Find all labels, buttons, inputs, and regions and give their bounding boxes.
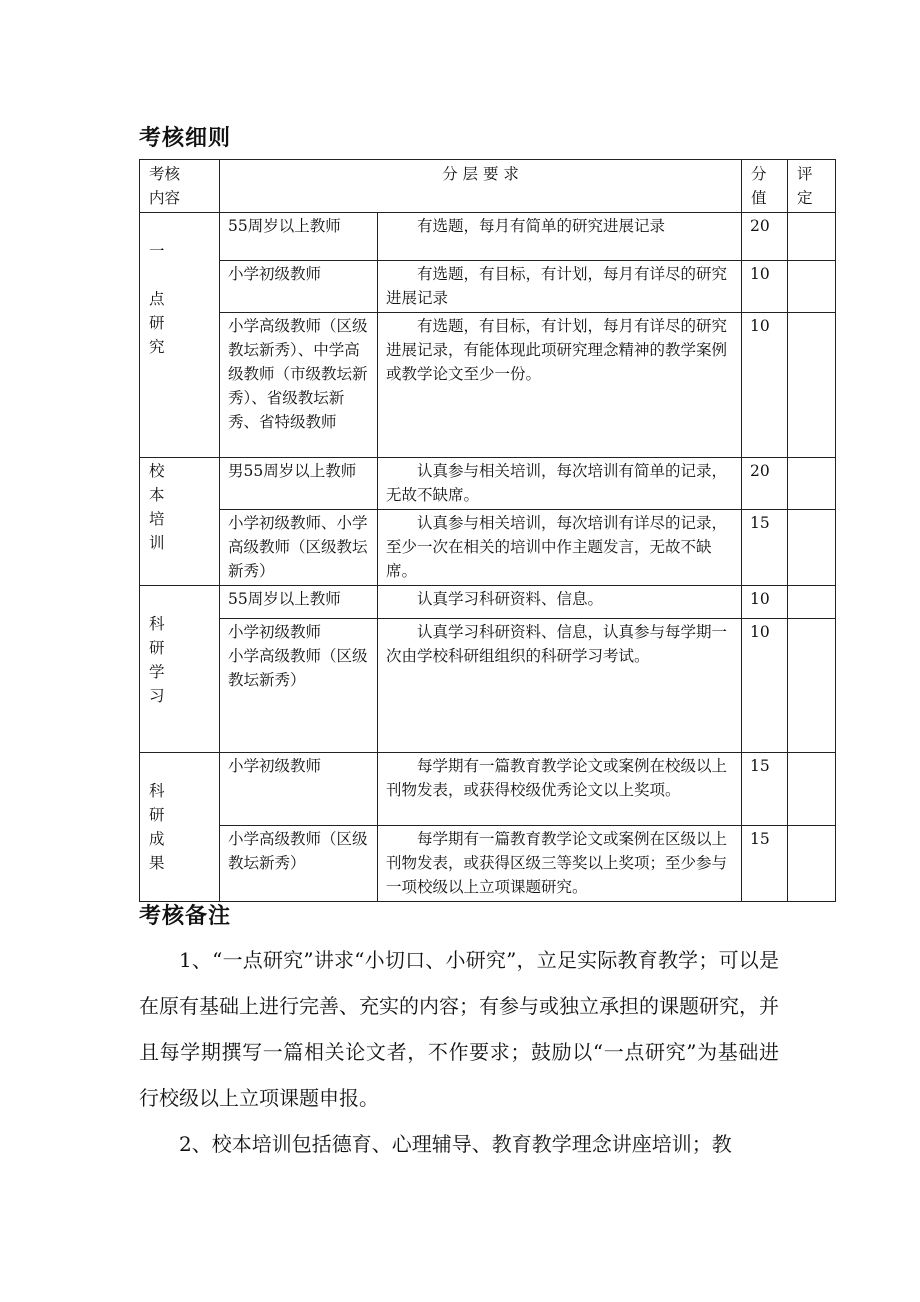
table-row [140,510,836,586]
rating-cell [788,213,836,261]
header-requirements: 分 层 要 求 [220,160,742,213]
table-row [140,826,836,902]
teacher-level: 男55周岁以上教师 [220,458,378,510]
teacher-level: 小学高级教师（区级教坛新秀）、中学高级教师（市级教坛新秀）、省级教坛新秀、省特级教师 [220,313,378,458]
category-label: 科 研 学 习 [140,586,220,753]
assessment-table [139,159,836,902]
note-paragraph: 1、“一点研究”讲求“小切口、小研究”，立足实际教育教学；可以是在原有基础上进行完善、充实的内容；有参与或独立承担的课题研究，并且每学期撰写一篇相关论文者，不作要求；鼓励以“一点研究”为基础进行校级以上立项课题申报。 [139,948,779,1110]
requirement: 认真参与相关培训，每次培训有简单的记录，无故不缺席。 [378,458,742,510]
teacher-level: 小学初级教师 [220,261,378,313]
teacher-level: 小学高级教师（区级教坛新秀） [220,826,378,902]
requirement: 认真参与相关培训，每次培训有详尽的记录，至少一次在相关的培训中作主题发言，无故不缺席。 [378,510,742,586]
teacher-level: 小学初级教师、小学高级教师（区级教坛新秀） [220,510,378,586]
note-paragraph: 2、校本培训包括德育、心理辅导、教育教学理念讲座培训；教 [179,1132,732,1156]
rating-cell [788,510,836,586]
requirement: 有选题，有目标，有计划，每月有详尽的研究进展记录，有能体现此项研究理念精神的教学案例或教学论文至少一份。 [378,313,742,458]
score: 10 [742,619,788,753]
rating-cell [788,313,836,458]
teacher-level: 小学初级教师 [220,753,378,826]
header-score: 分 值 [742,160,788,213]
rating-cell [788,826,836,902]
table-row [140,619,836,753]
page-title: 考核细则 [139,126,232,151]
rating-cell [788,458,836,510]
teacher-level: 55周岁以上教师 [220,213,378,261]
category-label: 校 本 培 训 [140,458,220,586]
category-label: 一 点 研 究 [140,213,220,458]
requirement: 有选题，每月有简单的研究进展记录 [378,213,742,261]
requirement: 每学期有一篇教育教学论文或案例在区级以上刊物发表，或获得区级三等奖以上奖项；至少参与一项校级以上立项课题研究。 [378,826,742,902]
requirement: 有选题，有目标，有计划，每月有详尽的研究进展记录 [378,261,742,313]
table-row [140,458,836,510]
teacher-level: 55周岁以上教师 [220,586,378,619]
requirement: 每学期有一篇教育教学论文或案例在校级以上刊物发表，或获得校级优秀论文以上奖项。 [378,753,742,826]
score: 15 [742,753,788,826]
score: 10 [742,313,788,458]
notes-title: 考核备注 [139,904,232,929]
header-content: 考核 内容 [140,160,220,213]
notes-body [139,937,779,1167]
header-rating: 评 定 [788,160,836,213]
requirement: 认真学习科研资料、信息，认真参与每学期一次由学校科研组组织的科研学习考试。 [378,619,742,753]
table-row [140,313,836,458]
teacher-level: 小学初级教师 小学高级教师（区级教坛新秀） [220,619,378,753]
rating-cell [788,619,836,753]
table-row [140,586,836,619]
table-header-row [140,160,836,213]
score: 20 [742,458,788,510]
table-row [140,213,836,261]
score: 20 [742,213,788,261]
score: 15 [742,510,788,586]
rating-cell [788,753,836,826]
requirement: 认真学习科研资料、信息。 [378,586,742,619]
table-row [140,753,836,826]
category-label: 科 研 成 果 [140,753,220,902]
score: 10 [742,261,788,313]
rating-cell [788,586,836,619]
table-row [140,261,836,313]
rating-cell [788,261,836,313]
score: 15 [742,826,788,902]
score: 10 [742,586,788,619]
